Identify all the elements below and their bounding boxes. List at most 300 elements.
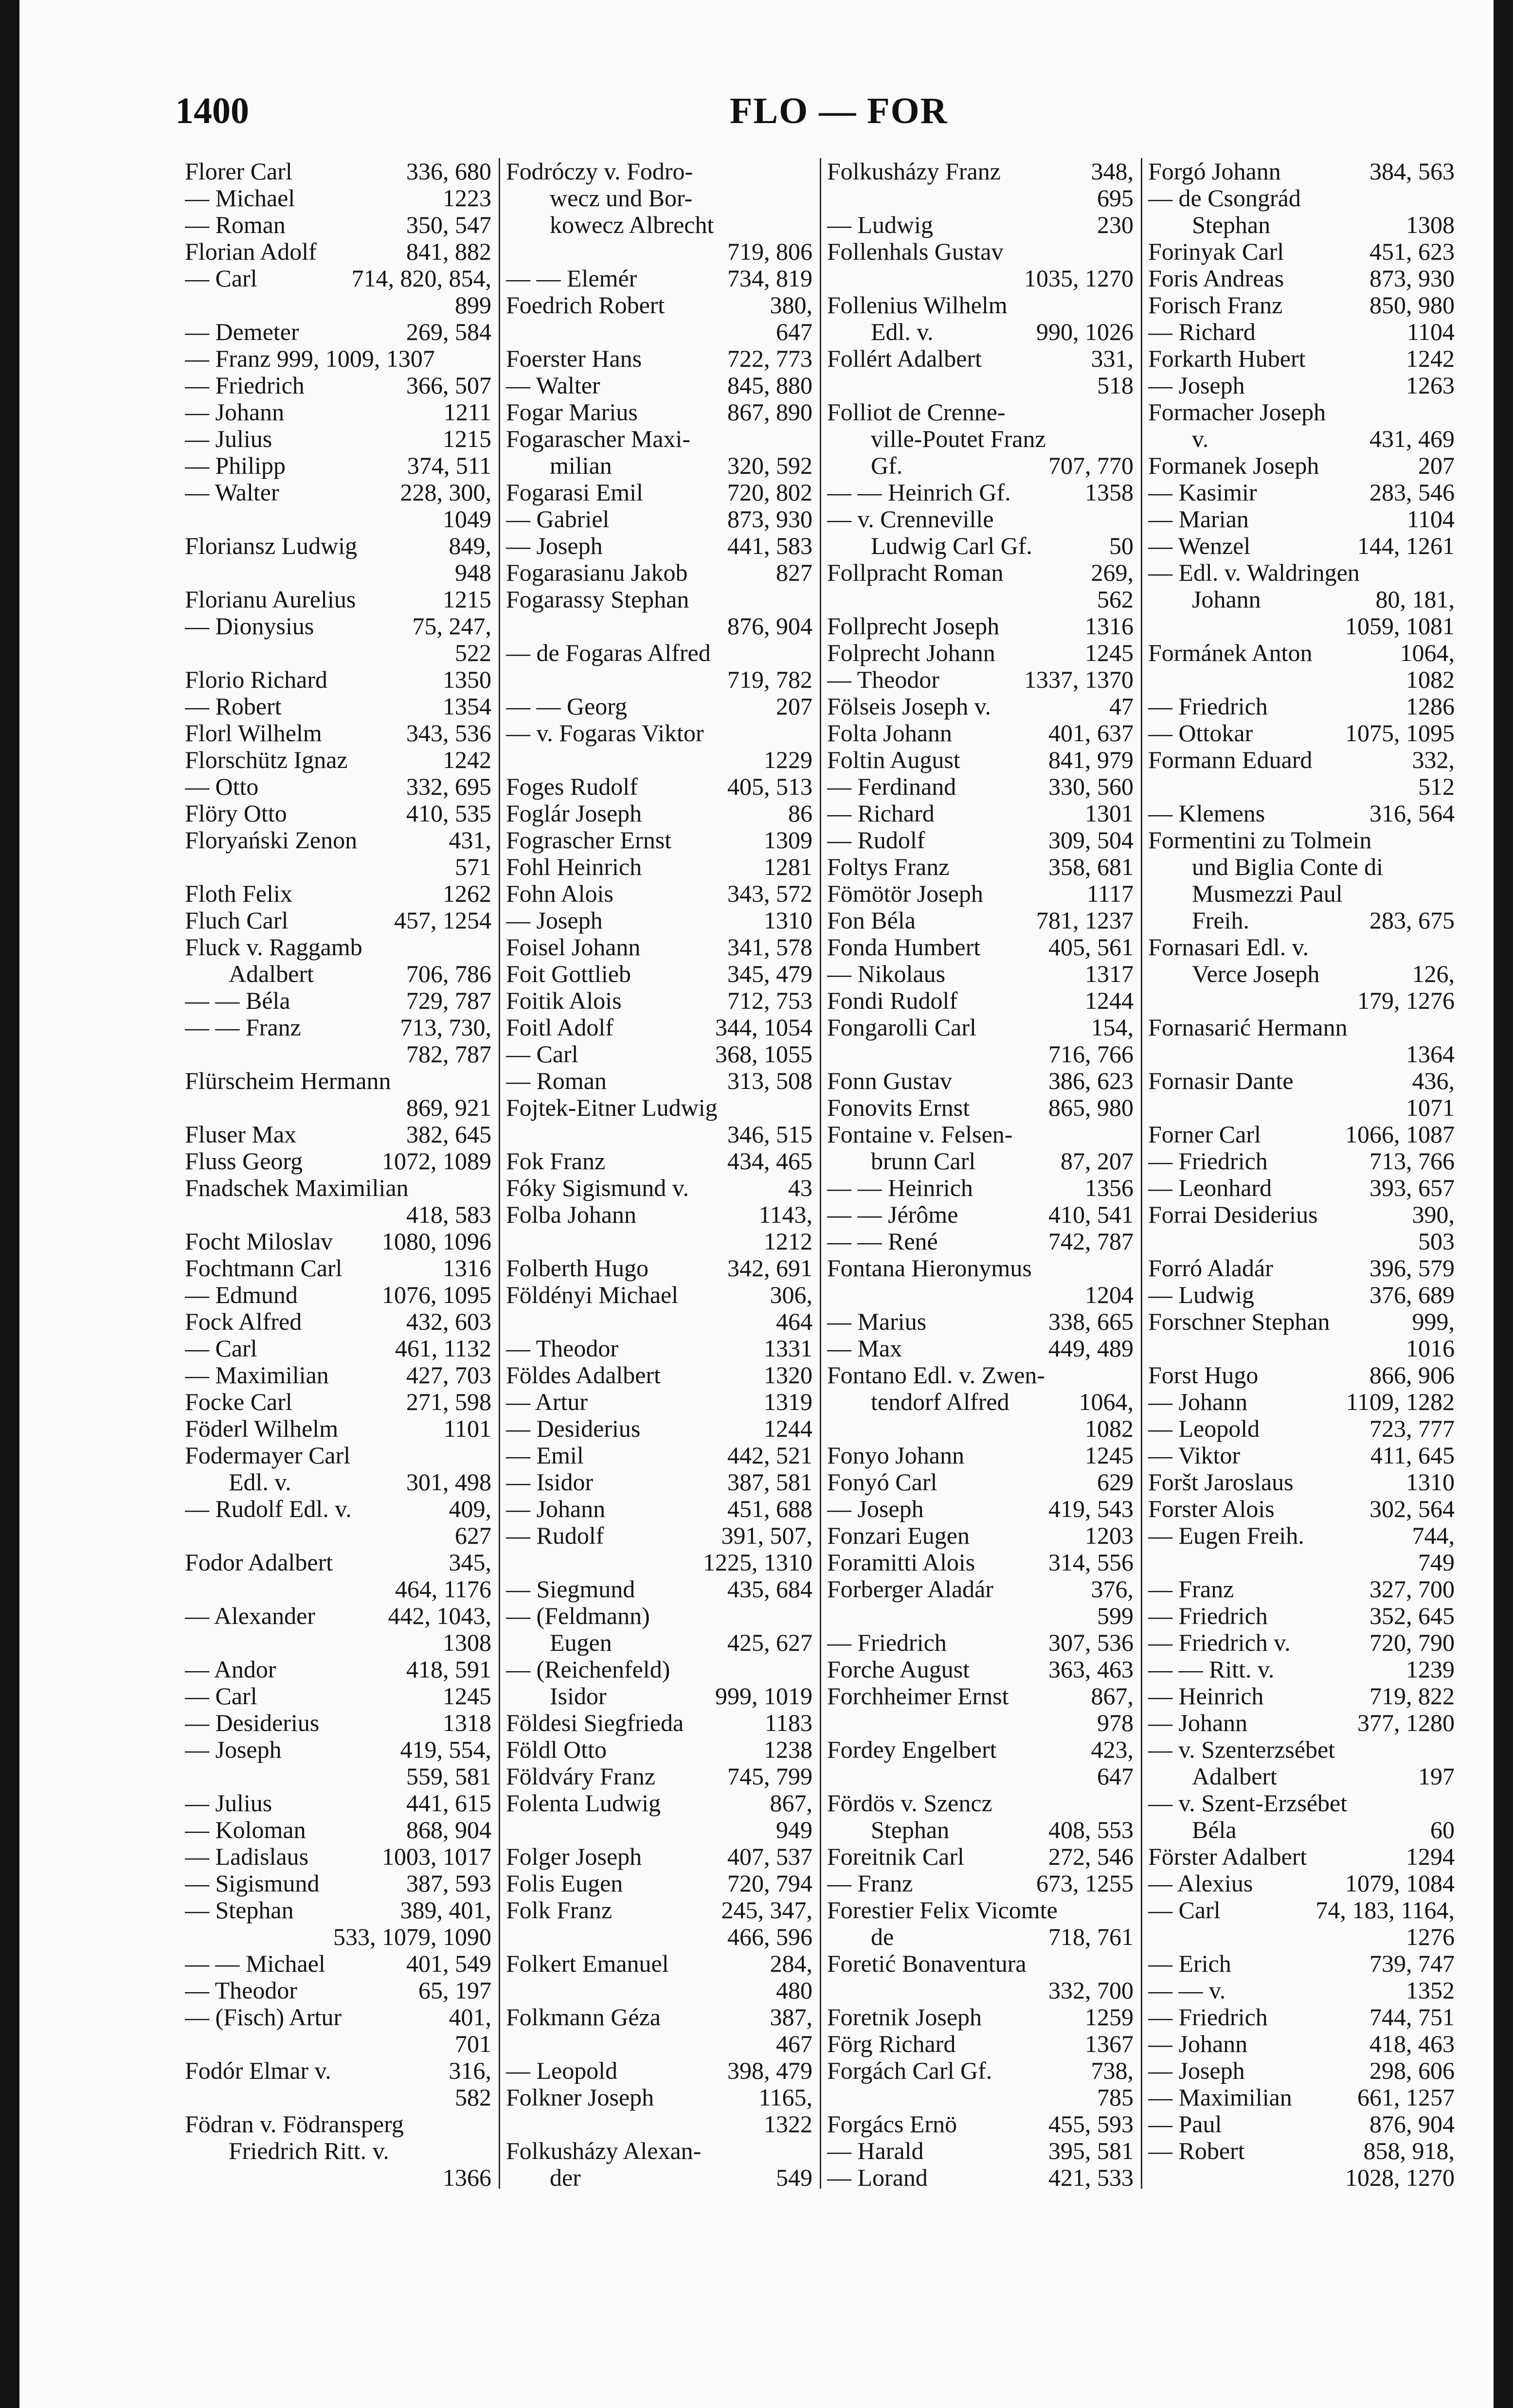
index-entry: [185, 372, 491, 399]
entry-page-refs: [807, 158, 812, 185]
index-entry: [1148, 399, 1455, 452]
entry-page-refs: [1128, 1897, 1134, 1924]
entry-page-refs: [1128, 1950, 1134, 1977]
index-entry: [1148, 238, 1455, 265]
index-entry: [1148, 1870, 1455, 1897]
entry-page-refs: 1331: [764, 1335, 812, 1362]
entry-continuation-line: [185, 1576, 491, 1603]
entry-name: [229, 1629, 437, 1656]
entry-line: [185, 238, 491, 265]
entry-page-refs: 1364: [1406, 1041, 1455, 1068]
entry-page-refs: 1245: [1085, 640, 1134, 666]
index-entry: [1148, 533, 1455, 559]
entry-page-refs: 376, 689: [1369, 1282, 1455, 1308]
entry-line: [1148, 1576, 1455, 1603]
index-entry: [506, 399, 812, 426]
entry-name: Forrai Desiderius: [1148, 1201, 1318, 1228]
entry-name: Gf.: [871, 452, 903, 479]
entry-line: [1148, 1790, 1455, 1817]
entry-line: [1148, 319, 1455, 345]
entry-name: [229, 854, 449, 880]
index-entry: [506, 1603, 812, 1656]
entry-continuation-line: [185, 961, 491, 987]
index-entry: [506, 1656, 812, 1710]
entry-page-refs: 1028, 1270: [1345, 2164, 1455, 2191]
entry-page-refs: 272, 546: [1048, 1843, 1134, 1870]
entry-line: [185, 1496, 491, 1522]
entry-page-refs: [1449, 934, 1455, 961]
entry-page-refs: 455, 593: [1048, 2111, 1134, 2138]
entry-page-refs: 451, 688: [727, 1496, 812, 1522]
entry-page-refs: 332, 700: [1048, 1977, 1134, 2004]
entry-page-refs: 1215: [443, 586, 491, 613]
entry-name: Fock Alfred: [185, 1308, 302, 1335]
entry-page-refs: 868, 904: [406, 1817, 491, 1843]
entry-line: [1148, 827, 1455, 854]
entry-name: — Koloman: [185, 1817, 306, 1843]
entry-line: [185, 2004, 491, 2031]
entry-page-refs: 512: [1418, 773, 1455, 800]
entry-page-refs: 867, 890: [727, 399, 812, 426]
entry-name: — Ladislaus: [185, 1843, 309, 1870]
index-entry: [827, 1522, 1134, 1549]
entry-line: [1148, 1977, 1455, 2004]
entry-page-refs: 1064,: [1400, 640, 1455, 666]
index-entry: [1148, 1603, 1455, 1629]
index-entry: [1148, 1389, 1455, 1415]
entry-continuation-line: [185, 2138, 491, 2164]
index-entry: [185, 1335, 491, 1362]
entry-name: — Robert: [1148, 2138, 1245, 2164]
index-entry: [1148, 265, 1455, 292]
entry-name: Folta Johann: [827, 720, 952, 747]
index-entry: [506, 800, 812, 827]
entry-page-refs: 398, 479: [727, 2057, 812, 2084]
entry-page-refs: 387,: [770, 2004, 812, 2031]
index-entry: [506, 2057, 812, 2084]
entry-continuation-line: [1148, 1041, 1455, 1068]
entry-line: [827, 880, 1134, 907]
entry-name: [550, 1228, 758, 1255]
entry-name: Forinyak Carl: [1148, 238, 1284, 265]
column-divider: [499, 158, 500, 2189]
index-entry: [506, 693, 812, 720]
entry-page-refs: 627: [455, 1522, 491, 1549]
entry-page-refs: 316, 564: [1369, 800, 1455, 827]
entry-name: — Carl: [185, 1683, 257, 1710]
entry-page-refs: 126,: [1412, 961, 1455, 987]
entry-page-refs: 1104: [1406, 319, 1455, 345]
entry-continuation-line: [506, 1977, 812, 2004]
entry-name: — Eugen Freih.: [1148, 1522, 1304, 1549]
entry-name: Fluss Georg: [185, 1148, 303, 1175]
entry-continuation-line: [185, 2164, 491, 2191]
index-entry: [827, 827, 1134, 854]
entry-page-refs: 366, 507: [406, 372, 491, 399]
entry-line: [827, 1522, 1134, 1549]
entry-name: [550, 2111, 758, 2138]
entry-page-refs: 990, 1026: [1036, 319, 1134, 345]
entry-page-refs: 873, 930: [1369, 265, 1455, 292]
entry-name: [871, 2084, 1091, 2111]
entry-page-refs: 320, 592: [727, 452, 812, 479]
entry-line: [506, 1496, 812, 1522]
index-entry: [185, 2111, 491, 2191]
entry-line: [506, 1068, 812, 1094]
entry-line: [827, 2138, 1134, 2164]
entry-line: [827, 1201, 1134, 1228]
entry-line: [185, 1817, 491, 1843]
entry-line: [185, 319, 491, 345]
running-head: FLO — FOR: [730, 90, 948, 131]
entry-name: Földes Adalbert: [506, 1362, 661, 1389]
entry-name: — de Csongrád: [1148, 185, 1301, 212]
entry-page-refs: 1104: [1406, 506, 1455, 533]
index-entry: [1148, 1897, 1455, 1950]
entry-line: [506, 426, 812, 452]
entry-name: — Theodor: [506, 1335, 618, 1362]
entry-line: [827, 1683, 1134, 1710]
entry-name: — Franz: [1148, 1576, 1234, 1603]
entry-name: Fok Franz: [506, 1148, 606, 1175]
entry-page-refs: 647: [1097, 1763, 1134, 1790]
entry-name: — Marius: [827, 1308, 927, 1335]
entry-name: — — Georg: [506, 693, 628, 720]
entry-name: kowecz Albrecht: [550, 212, 714, 238]
entry-name: Foramitti Alois: [827, 1549, 975, 1576]
entry-continuation-line: [827, 586, 1134, 613]
entry-page-refs: 1143,: [758, 1201, 812, 1228]
entry-page-refs: 582: [455, 2084, 491, 2111]
index-entry: [1148, 1121, 1455, 1148]
entry-name: Foltin August: [827, 747, 960, 773]
entry-page-refs: 386, 623: [1048, 1068, 1134, 1094]
entry-line: [1148, 1603, 1455, 1629]
index-entry: [506, 586, 812, 640]
index-entry: [827, 1950, 1134, 2004]
entry-page-refs: 647: [776, 319, 812, 345]
entry-line: [185, 1843, 491, 1870]
index-entry: [827, 1201, 1134, 1228]
entry-page-refs: 1244: [1085, 987, 1134, 1014]
entry-name: Folenta Ludwig: [506, 1790, 661, 1817]
entry-line: [506, 2138, 812, 2164]
entry-name: [1192, 666, 1400, 693]
index-entry: [506, 158, 812, 265]
entry-continuation-line: [827, 319, 1134, 345]
entry-name: — Lorand: [827, 2164, 928, 2191]
entry-name: Florer Carl: [185, 158, 292, 185]
entry-line: [1148, 1014, 1455, 1041]
entry-line: [506, 1148, 812, 1175]
entry-page-refs: 713, 766: [1369, 1148, 1455, 1175]
entry-page-refs: 427, 703: [406, 1362, 491, 1389]
entry-line: [827, 1736, 1134, 1763]
entry-continuation-line: [506, 1549, 812, 1576]
entry-name: Stephan: [1192, 212, 1271, 238]
index-entry: [506, 345, 812, 372]
entry-line: [506, 1522, 812, 1549]
index-entry: [827, 1629, 1134, 1656]
entry-name: Fontano Edl. v. Zwen-: [827, 1362, 1045, 1389]
entry-name: — Dionysius: [185, 613, 314, 640]
entry-line: [506, 1469, 812, 1496]
entry-page-refs: 744,: [1412, 1522, 1455, 1549]
index-entry: [185, 1843, 491, 1870]
entry-line: [827, 238, 1134, 265]
entry-line: [185, 345, 491, 372]
entry-name: — Wenzel: [1148, 533, 1251, 559]
entry-line: [827, 827, 1134, 854]
entry-page-refs: [486, 934, 491, 961]
entry-line: [827, 1308, 1134, 1335]
entry-line: [506, 559, 812, 586]
entry-line: [827, 292, 1134, 319]
entry-page-refs: 348,: [1091, 158, 1134, 185]
entry-page-refs: 387, 581: [727, 1469, 812, 1496]
index-entry: [1148, 372, 1455, 399]
entry-page-refs: 344, 1054: [715, 1014, 812, 1041]
index-entry: [1148, 1148, 1455, 1175]
index-entry: [185, 345, 491, 372]
index-entry: [827, 1014, 1134, 1068]
index-entry: [185, 2057, 491, 2111]
entry-line: [185, 1121, 491, 1148]
entry-line: [1148, 1442, 1455, 1469]
entry-page-refs: 47: [1109, 693, 1134, 720]
entry-page-refs: 377, 1280: [1357, 1710, 1455, 1736]
entry-name: Foltys Franz: [827, 854, 950, 880]
entry-page-refs: 341, 578: [727, 934, 812, 961]
index-entry: [827, 292, 1134, 345]
entry-line: [827, 1442, 1134, 1469]
entry-line: [827, 666, 1134, 693]
entry-line: [1148, 452, 1455, 479]
entry-name: — Philipp: [185, 452, 286, 479]
index-entry: [827, 158, 1134, 212]
index-entry: [506, 987, 812, 1014]
entry-line: [827, 1843, 1134, 1870]
entry-line: [827, 961, 1134, 987]
entry-name: — Stephan: [185, 1897, 294, 1924]
index-entry: [185, 1415, 491, 1442]
entry-page-refs: 827: [776, 559, 812, 586]
entry-continuation-line: [185, 854, 491, 880]
entry-page-refs: 283, 675: [1369, 907, 1455, 934]
entry-name: Forkarth Hubert: [1148, 345, 1306, 372]
entry-page-refs: 245, 347,: [721, 1897, 812, 1924]
entry-name: Foreitnik Carl: [827, 1843, 964, 1870]
entry-name: — Roman: [506, 1068, 607, 1094]
entry-name: [871, 1763, 1091, 1790]
entry-page-refs: [1449, 559, 1455, 586]
entry-name: Formentini zu Tolmein: [1148, 827, 1372, 854]
entry-page-refs: [1128, 292, 1134, 319]
entry-continuation-line: [506, 2111, 812, 2138]
entry-continuation-line: [185, 506, 491, 533]
entry-name: [550, 1977, 770, 2004]
entry-name: Forisch Franz: [1148, 292, 1283, 319]
entry-name: — (Feldmann): [506, 1603, 650, 1629]
entry-page-refs: 410, 535: [406, 800, 491, 827]
entry-line: [827, 1790, 1134, 1817]
entry-line: [506, 586, 812, 613]
entry-line: [185, 1603, 491, 1629]
entry-name: — Carl: [185, 1335, 257, 1362]
entry-name: — Ferdinand: [827, 773, 956, 800]
entry-name: ville-Poutet Franz: [871, 426, 1046, 452]
entry-line: [1148, 1389, 1455, 1415]
entry-name: Folk Franz: [506, 1897, 612, 1924]
entry-line: [1148, 1736, 1455, 1763]
index-entry: [827, 2138, 1134, 2164]
entry-page-refs: 850, 980: [1369, 292, 1455, 319]
index-entry: [506, 533, 812, 559]
index-entry: [506, 292, 812, 345]
entry-line: [827, 640, 1134, 666]
entry-name: — Alexius: [1148, 1870, 1253, 1897]
entry-page-refs: 408, 553: [1048, 1817, 1134, 1843]
entry-name: — Artur: [506, 1389, 588, 1415]
entry-name: Adalbert: [1192, 1763, 1277, 1790]
entry-continuation-line: [506, 1308, 812, 1335]
entry-page-refs: 865, 980: [1048, 1094, 1134, 1121]
entry-line: [827, 1121, 1134, 1148]
entry-continuation-line: [506, 185, 812, 212]
entry-page-refs: 1242: [443, 747, 491, 773]
index-entry: [185, 747, 491, 773]
entry-line: [1148, 1522, 1455, 1549]
entry-page-refs: 309, 504: [1048, 827, 1134, 854]
entry-line: [185, 907, 491, 934]
entry-line: [506, 1790, 812, 1817]
entry-page-refs: 331,: [1091, 345, 1134, 372]
entry-line: [1148, 238, 1455, 265]
entry-page-refs: 1245: [443, 1683, 491, 1710]
entry-name: Follenius Wilhelm: [827, 292, 1008, 319]
entry-page-refs: 418, 583: [406, 1201, 491, 1228]
entry-page-refs: 418, 463: [1369, 2031, 1455, 2057]
entry-name: — Isidor: [506, 1469, 594, 1496]
entry-line: [1148, 2031, 1455, 2057]
entry-name: Fonyo Johann: [827, 1442, 964, 1469]
entry-name: — Kasimir: [1148, 479, 1257, 506]
entry-page-refs: 876, 904: [1369, 2111, 1455, 2138]
entry-continuation-line: [506, 666, 812, 693]
index-entry: [827, 2031, 1134, 2057]
entry-name: Fluck v. Raggamb: [185, 934, 362, 961]
entry-page-refs: 451, 623: [1369, 238, 1455, 265]
index-entry: [506, 1255, 812, 1282]
index-entry: [185, 426, 491, 452]
entry-page-refs: [807, 1656, 812, 1683]
entry-line: [185, 2057, 491, 2084]
entry-name: [229, 1041, 400, 1068]
entry-line: [185, 372, 491, 399]
entry-name: — Klemens: [1148, 800, 1265, 827]
entry-page-refs: 389, 401,: [400, 1897, 491, 1924]
entry-line: [506, 479, 812, 506]
entry-page-refs: [807, 2138, 812, 2164]
index-entry: [185, 479, 491, 533]
index-entry: [1148, 1442, 1455, 1469]
entry-page-refs: 411, 645: [1370, 1442, 1455, 1469]
entry-page-refs: 707, 770: [1048, 452, 1134, 479]
index-entry: [506, 1201, 812, 1255]
entry-name: Formanek Joseph: [1148, 452, 1319, 479]
index-entry: [506, 1496, 812, 1522]
entry-page-refs: 1352: [1406, 1977, 1455, 2004]
index-entry: [1148, 2111, 1455, 2138]
entry-name: milian: [550, 452, 612, 479]
entry-continuation-line: [1148, 907, 1455, 934]
index-entry: [827, 1255, 1134, 1308]
entry-name: Folprecht Johann: [827, 640, 995, 666]
entry-name: [871, 586, 1091, 613]
entry-line: [185, 1977, 491, 2004]
entry-name: — Walter: [185, 479, 279, 506]
entry-page-refs: 661, 1257: [1357, 2084, 1455, 2111]
index-entry: [827, 800, 1134, 827]
index-entry: [506, 961, 812, 987]
entry-page-refs: 1204: [1085, 1282, 1134, 1308]
entry-continuation-line: [827, 1763, 1134, 1790]
entry-name: Stephan: [871, 1817, 950, 1843]
entry-name: Förster Adalbert: [1148, 1843, 1307, 1870]
entry-name: Forestier Felix Vicomte: [827, 1897, 1058, 1924]
entry-name: Follprecht Joseph: [827, 613, 1000, 640]
entry-page-refs: [1128, 1790, 1134, 1817]
entry-page-refs: 343, 536: [406, 720, 491, 747]
entry-name: [871, 1041, 1043, 1068]
entry-line: [506, 399, 812, 426]
entry-name: — Joseph: [1148, 2057, 1245, 2084]
entry-line: [506, 1897, 812, 1924]
index-entry: [506, 1094, 812, 1148]
entry-continuation-line: [1148, 2164, 1455, 2191]
entry-line: [1148, 1870, 1455, 1897]
entry-continuation-line: [506, 1121, 812, 1148]
entry-line: [506, 292, 812, 319]
entry-name: [229, 506, 437, 533]
index-entry: [827, 907, 1134, 934]
entry-line: [506, 1255, 812, 1282]
entry-name: Fnadschek Maximilian: [185, 1175, 409, 1201]
entry-page-refs: 719, 782: [727, 666, 812, 693]
index-entry: [827, 212, 1134, 238]
entry-page-refs: 1318: [443, 1710, 491, 1736]
entry-page-refs: 1316: [443, 1255, 491, 1282]
entry-page-refs: 1238: [764, 1736, 812, 1763]
entry-page-refs: 1319: [764, 1389, 812, 1415]
entry-page-refs: 431, 469: [1369, 426, 1455, 452]
entry-line: [185, 2111, 491, 2138]
entry-page-refs: 1049: [443, 506, 491, 533]
entry-continuation-line: [827, 1389, 1134, 1415]
entry-name: — Joseph: [827, 1496, 924, 1522]
entry-line: [185, 212, 491, 238]
entry-name: — Friedrich: [185, 372, 305, 399]
index-entry: [1148, 2057, 1455, 2084]
entry-name: [871, 1282, 1079, 1308]
entry-name: Fogarascher Maxi-: [506, 426, 691, 452]
index-entry: [827, 1736, 1134, 1790]
entry-line: [1148, 1843, 1455, 1870]
entry-line: [506, 1389, 812, 1415]
entry-page-refs: 332, 695: [406, 773, 491, 800]
entry-page-refs: 401,: [449, 2004, 491, 2031]
index-entry: [1148, 1656, 1455, 1683]
